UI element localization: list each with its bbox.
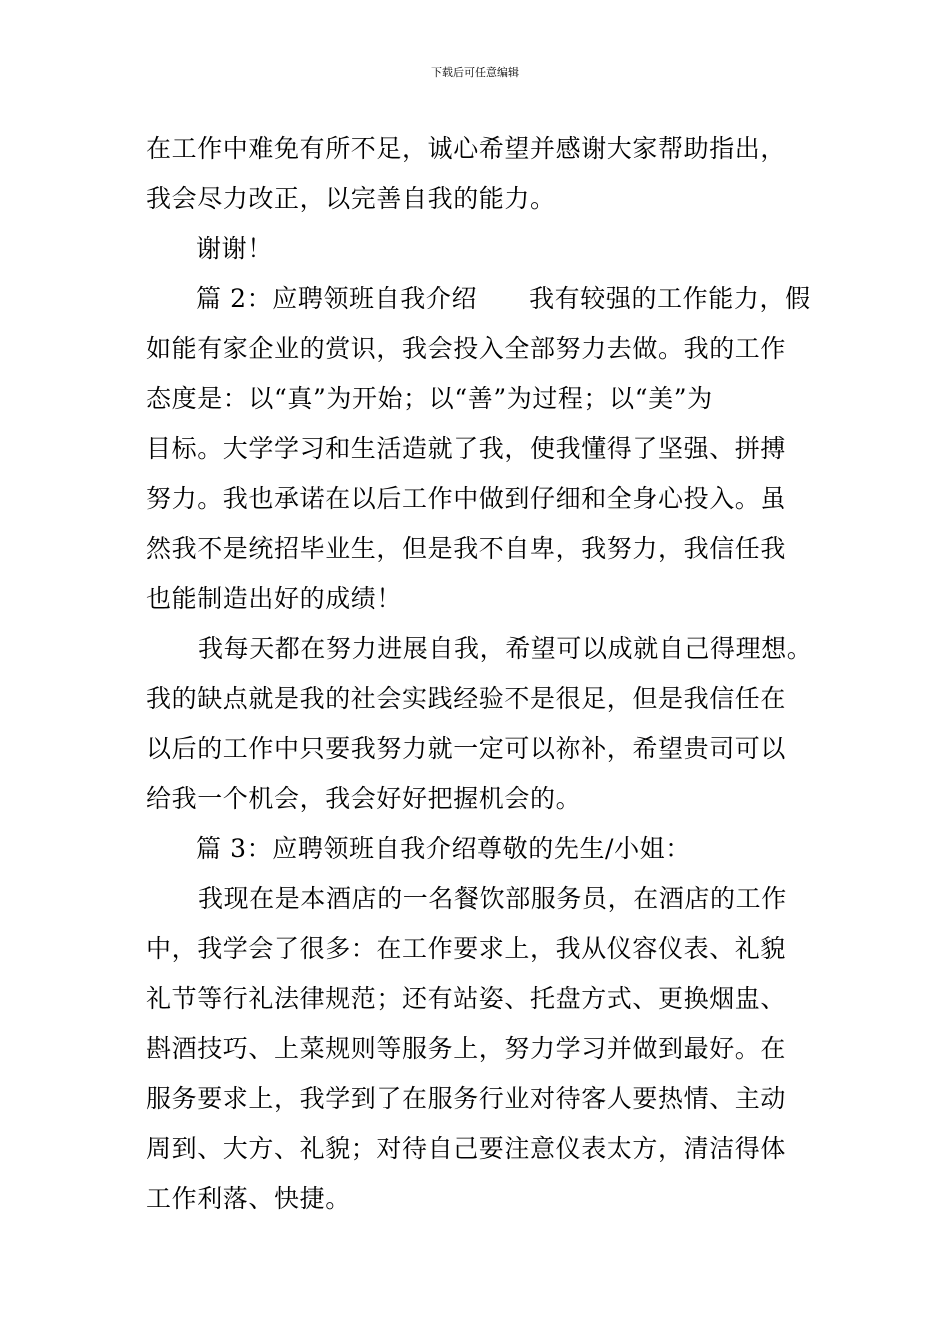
text-line: 我每天都在努力进展自我，希望可以成就自己得理想。: [198, 634, 813, 663]
text-line: 周到、大方、礼貌；对待自己要注意仪表太方，清洁得体: [146, 1134, 787, 1163]
text-line: 斟酒技巧、上菜规则等服务上，努力学习并做到最好。在: [146, 1034, 787, 1063]
text-line: 我会尽力改正，以完善自我的能力。: [146, 184, 556, 213]
text-line: 工作利落、快捷。: [146, 1184, 351, 1213]
text-line: 如能有家企业的赏识，我会投入全部努力去做。我的工作: [146, 334, 787, 363]
text-line: 我的缺点就是我的社会实践经验不是很足，但是我信任在: [146, 684, 787, 713]
text-line: 目标。大学学习和生活造就了我，使我懂得了坚强、拼搏: [146, 434, 787, 463]
text-line: 我现在是本酒店的一名餐饮部服务员，在酒店的工作: [198, 884, 787, 913]
text-line: 态度是：以“真”为开始；以“善”为过程；以“美”为: [146, 384, 713, 413]
text-line: 我有较强的工作能力，假: [529, 284, 811, 313]
section-2-heading: 篇 2：应聘领班自我介绍: [196, 284, 478, 313]
text-line: 在工作中难免有所不足，诚心希望并感谢大家帮助指出，: [146, 134, 787, 163]
text-line: 然我不是统招毕业生，但是我不自卑，我努力，我信任我: [146, 534, 787, 563]
text-line: 以后的工作中只要我努力就一定可以祢补，希望贵司可以: [146, 734, 787, 763]
text-line: 谢谢！: [196, 234, 273, 263]
text-line: 中，我学会了很多：在工作要求上，我从仪容仪表、礼貌: [146, 934, 787, 963]
section-3-heading: 篇 3：应聘领班自我介绍尊敬的先生/小姐：: [196, 834, 691, 863]
text-line: 也能制造出好的成绩！: [146, 584, 403, 613]
text-line: 给我一个机会，我会好好把握机会的。: [146, 784, 582, 813]
text-line: 努力。我也承诺在以后工作中做到仔细和全身心投入。虽: [146, 484, 787, 513]
text-line: 礼节等行礼法律规范；还有站姿、托盘方式、更换烟盅、: [146, 984, 787, 1013]
text-line: 服务要求上，我学到了在服务行业对待客人要热情、主动: [146, 1084, 787, 1113]
page-header-note: 下载后可任意编辑: [431, 66, 519, 79]
section-2-heading-line: [196, 284, 811, 314]
